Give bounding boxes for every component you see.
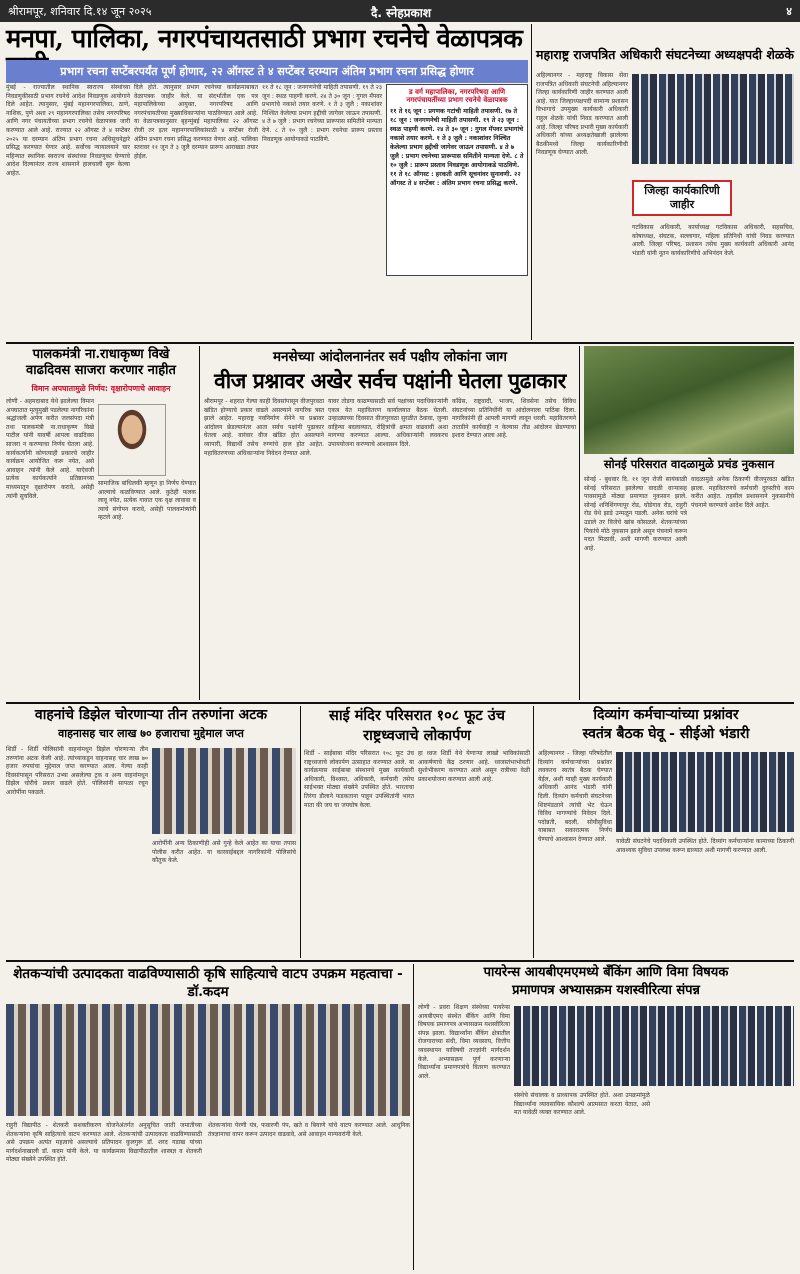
- saibaba-body-2: हा ध्वज शिर्डी येथे येणाऱ्या लाखो भाविकांसाठी आकर्षणाचे केंद्र ठरणार आहे. ध्वजस्तंभाभोवती सुशोभीकरण करण्यात आले असून रात्रीच्या वेळी प्रकाशयोजना करण्यात आली आहे.: [418, 750, 532, 783]
- sonai-body: सोनई - बुधवार दि. ११ जून रोजी सायंकाळी सोनई परिसरात झालेल्या वादळी वाऱ्यासह पावसामुळे मोठ्या प्रमाणात नुकसान झाले. सोनई शनिशिंगणापूर रोड, घोडेगाव रोड, राहुरी रोड येथे झाडे उन्मळून पडली. अनेक घरांचे पत्रे उडाले तर विजेचे खांब कोसळले. शेतकऱ्यांच्या पिकांचे मोठे नुकसान झाले असून पंचनामे करून मदत मिळावी, अशी मागणी करण्यात आली आहे.: [584, 476, 689, 552]
- schedule-box: [386, 84, 528, 276]
- lead-column-1: मुंबई - राज्यातील स्थानिक स्वराज्य संस्थांच्या निवडणुकीसाठी प्रभाग रचनेचे आदेश निवडणूक आयोगाने दिले आहेत. त्यानुसार, मुंबई महानगरपालिका, ठाणे, नाशिक, पुणे अशा २९ महानगरपालिका तसेच नगरपरिषद आणि नगर पंचायतीच्या प्रभाग रचनेचे वेळापत्रक जारी करण्यात आले आहे. राज्यात २२ ऑगस्ट ते ४ सप्टेंबर २०२५ या दरम्यान अंतिम प्रभाग रचना अधिसूचनेद्वारे प्रसिद्ध करण्यात येणार आहे. सर्वोच्च न्यायालयाने चार महिन्यात स्थानिक स्वराज्य संस्थांच्या निवडणुका घेण्याचे आदेश दिल्यानंतर राज्य शासनाने हालचाली सुरू केल्या आहेत.: [6, 84, 132, 177]
- column-divider: [533, 706, 534, 958]
- electricity-column-2: यावर तोडगा काढण्यासाठी सर्व पक्षांच्या पदाधिकाऱ्यांनी एकत्र येत महावितरण कार्यालयात बैठक घेतली. उन्हाळ्याच्या दिवसात वीजपुरवठा सुरळीत ठेवावा, जुन्या वाहिन्या बदलाव्यात, रोहित्रांची क्षमता वाढवावी अशा मागण्या करण्यात आल्या. अधिकाऱ्यांनी लवकरच उपाययोजना करण्याचे आश्वासन दिले.: [328, 398, 450, 448]
- section-rule-1: [6, 342, 794, 344]
- column-divider: [300, 706, 301, 958]
- diesel-headline: वाहनांचे डिझेल चोरणाऱ्या तीन तरुणांना अटक: [34, 707, 268, 723]
- divyang-headline-1: दिव्यांग कर्मचाऱ्यांच्या प्रश्नांवर: [593, 707, 739, 723]
- saibaba-headline-2: राष्ट्रध्वजाचे लोकार्पण: [363, 727, 471, 744]
- lead-banner: प्रभाग रचना सप्टेंबरपर्यंत पूर्ण होणार, २२ ऑगस्ट ते ४ सप्टेंबर दरम्यान अंतिम प्रभाग रचना प्रसिद्ध होणार: [6, 60, 528, 83]
- section-rule-2: [6, 702, 794, 704]
- column-divider: [531, 24, 532, 340]
- sonai-headline: सोनई परिसरात वादळामुळे प्रचंड नुकसान: [603, 457, 775, 471]
- banking-body-2: संस्थेचे संचालक व प्राध्यापक उपस्थित होते. अशा उपक्रमांमुळे विद्यार्थ्यांना व्यावसायिक कौशल्ये आत्मसात करता येतात, असे मत यावेळी व्यक्त करण्यात आले.: [514, 1092, 652, 1117]
- column-divider: [413, 964, 414, 1270]
- electricity-column-3: कॉंग्रेस, राष्ट्रवादी, भाजप, शिवसेना तसेच विविध संघटनांच्या प्रतिनिधींनी या आंदोलनाला पाठिंबा दिला. नागरिकांनी ही आपली मागणी लावून धरली. महावितरणने तातडीने कार्यवाही न केल्यास तीव्र आंदोलन छेडण्याचा इशारा देण्यात आला आहे.: [452, 398, 578, 440]
- minister-portrait: [98, 404, 166, 476]
- krushi-distribution-photo: [6, 1004, 410, 1116]
- lead-column-3: ११ ते १८ जून : जनगणनेची माहिती तपासणी. १९ ते २३ जून : स्थळ पाहणी करणे. २४ ते ३० जून : गुगल मॅपवर प्रभागांचे नकाशे तयार करणे. १ ते ३ जुलै : नकाशांवर निश्चित केलेल्या प्रभाग हद्दीची जागेवर जाऊन तपासणी. ४ ते ७ जुलै : प्रभाग रचनेच्या प्रारूपास समितीने मान्यता देणे. ८ ते १० जुलै : प्रभाग रचनेचा प्रारूप प्रस्ताव निवडणूक आयोगाकडे पाठविणे.: [262, 84, 384, 143]
- lead-column-2: दिले होते. त्यानुसार प्रभाग रचनेच्या कार्यक्रमाबाबत वेळापत्रक जाहीर केले. या संदर्भातील एक पत्र महापालिकेच्या आयुक्त, नगरपरिषद आणि नगरपंचायतीच्या मुख्याधिकाऱ्यांना पाठविण्यात आले आहे. या वेळापत्रकानुसार बृहन्मुंबई महापालिका २२ ऑगस्ट रोजी तर इतर महानगरपालिकांसाठी ४ सप्टेंबर रोजी अंतिम प्रभाग रचना प्रसिद्ध करण्यात येणार आहे. पालिका स्तरावर ११ जून ते ३ जुलै दरम्यान प्रारूप आराखडा तयार होईल.: [134, 84, 260, 160]
- edition-date: श्रीरामपूर, शनिवार दि.१४ जून २०२५: [8, 5, 152, 18]
- palakmantri-headline-2: वाढदिवस साजरा करणार नाहीत: [26, 363, 176, 378]
- page-number: ४: [786, 5, 792, 18]
- banking-headline-1: पायरेन्स आयबीएमएमध्ये बँकिंग आणि विमा विषयक: [483, 965, 729, 980]
- section-rule-3: [6, 960, 794, 962]
- masthead-bar: [0, 0, 800, 22]
- diesel-arrest-photo: [152, 748, 296, 834]
- schedule-box-body: ११ ते १६ जून : प्रगणक गटांची माहिती तपासणी. १७ ते १८ जून : जनगणनेची माहिती तपासणी. १९ ते २३ जून : स्थळ पाहणी करणे. २४ ते ३० जून : गुगल मॅपवर प्रभागांचे नकाशे तयार करणे. १ ते ३ जुलै : नकाशांवर निश्चित केलेल्या प्रभाग हद्दीची जागेवर जाऊन तपासणी. ४ ते ७ जुलै : प्रभाग रचनेच्या प्रारूपास समितीने मान्यता देणे. ८ ते १० जुलै : प्रारूप प्रस्ताव निवडणूक आयोगाकडे पाठविणे. ११ ते १८ ऑगस्ट : हरकती आणि सूचनांवर सुनावणी. २२ ऑगस्ट ते ४ सप्टेंबर : अंतिम प्रभाग रचना प्रसिद्ध करणे.: [390, 107, 524, 187]
- banking-students-photo: [514, 1006, 794, 1086]
- masthead-title: दै. स्नेहप्रकाश: [370, 6, 432, 20]
- officers-body-extra: [536, 264, 628, 334]
- officers-headline: महाराष्ट्र राजपत्रित अधिकारी संघटनेच्या अध्यक्षपदी शेळके: [536, 47, 794, 62]
- divyang-body-2: यावेळी संघटनेचे पदाधिकारी उपस्थित होते. दिव्यांग कर्मचाऱ्यांना कामाच्या ठिकाणी आवश्यक सुविधा उपलब्ध करून द्याव्यात अशी मागणी करण्यात आली.: [616, 838, 796, 854]
- column-divider: [199, 346, 200, 700]
- electricity-column-1: श्रीरामपूर - शहरात गेल्या काही दिवसांपासून वीजपुरवठा खंडित होण्याचे प्रकार वाढले असल्याने नागरिक त्रस्त झाले आहेत. महाराष्ट्र नवनिर्माण सेनेने या प्रश्नावर आंदोलन छेडल्यानंतर आता सर्वच पक्षांनी पुढाकार घेतला आहे. वारंवार वीज खंडित होत असल्याने व्यापारी, विद्यार्थी तसेच रुग्णांचे हाल होत आहेत. महावितरणच्या अधिकाऱ्यांना निवेदन देण्यात आले.: [204, 398, 326, 457]
- officers-body: अहिल्यानगर - महाराष्ट्र विकास सेवा राजपत्रित अधिकारी संघटनेची अहिल्यानगर जिल्हा कार्यकारिणी जाहीर करण्यात आली आहे. यात जिल्हाध्यक्षपदी सामान्य प्रशासन विभागाचे उपमुख्य कार्यकारी अधिकारी राहुल शेळके यांची निवड करण्यात आली आहे. जिल्हा परिषद प्रभारी मुख्य कार्यकारी अधिकारी यांच्या अध्यक्षतेखाली झालेल्या बैठकीमध्ये जिल्हा कार्यकारिणीची निवडणूक घेण्यात आली.: [536, 72, 630, 157]
- saibaba-headline-1: साई मंदिर परिसरात १०८ फूट उंच: [329, 707, 505, 724]
- banking-headline-2: प्रमाणपत्र अभ्यासक्रम यशस्वीरित्या संपन्न: [512, 983, 700, 998]
- schedule-box-title: ड वर्ग महापालिका, नगरपरिषदा आणि नगरपंचायतींच्या प्रभाग रचनेचे वेळापत्रक: [406, 88, 508, 105]
- divyang-meeting-photo: [616, 752, 794, 832]
- palakmantri-body: लोणी - अहमदाबाद येथे झालेल्या विमान अपघातात मृत्युमुखी पडलेल्या नागरिकांना श्रद्धांजली अर्पण करीत जलसंपदा मंत्री तथा पालकमंत्री ना.राधाकृष्ण विखे पाटील यांनी यावर्षी आपला वाढदिवस साजरा न करण्याचा निर्णय घेतला आहे. कार्यकर्त्यांनी कोणत्याही प्रकारचे जाहीर कार्यक्रम आयोजित करू नयेत, असे आवाहन त्यांनी केले आहे. याऐवजी प्रत्येक कार्यकर्त्याने प्रतिष्ठानच्या माध्यमातून वृक्षारोपण करावे, असेही त्यांनी सुचविले.: [6, 398, 96, 500]
- committee-label-box: जिल्हा कार्यकारिणी जाहीर: [632, 180, 732, 216]
- column-divider: [579, 346, 580, 700]
- electricity-headline-1: मनसेच्या आंदोलनानंतर सर्व पक्षीय लोकांना जाग: [272, 349, 508, 365]
- officers-group-photo: [632, 74, 794, 164]
- krushi-headline: शेतकऱ्यांची उत्पादकता वाढविण्यासाठी कृषि साहित्याचे वाटप उपक्रम महत्वाचा - डॉ.कदम: [13, 966, 403, 1000]
- divyang-body: अहिल्यानगर - जिल्हा परिषदेतील दिव्यांग कर्मचाऱ्यांच्या प्रश्नांवर लवकरच स्वतंत्र बैठक घेण्यात येईल, अशी ग्वाही मुख्य कार्यकारी अधिकारी आनंद भंडारी यांनी दिली. दिव्यांग कर्मचारी संघटनेच्या शिष्टमंडळाने त्यांची भेट घेऊन विविध मागण्यांचे निवेदन दिले. पदोन्नती, बदली, सोयीसुविधा याबाबत सकारात्मक निर्णय घेण्याचे आश्वासन देण्यात आले.: [538, 750, 614, 843]
- storm-damage-photo: [584, 346, 794, 454]
- palakmantri-headline-1: पालकमंत्री ना.राधाकृष्ण विखे: [32, 347, 170, 362]
- diesel-body-2: आरोपींनी अन्य ठिकाणीही असे गुन्हे केले आहेत का याचा तपास पोलीस करीत आहेत. या कारवाईबद्दल नागरिकांनी पोलिसांचे कौतुक केले.: [152, 840, 298, 865]
- officers-body-2: गटविकास अधिकारी, कार्याध्यक्ष गटविकास अधिकारी, सहसचिव, कोषाध्यक्ष, संघटक, सल्लागार, महिला प्रतिनिधी यांची निवड करण्यात आली. जिल्हा परिषद, प्रशासन तसेच मुख्य कार्यकारी अधिकारी आनंद भंडारी यांनी नूतन कार्यकारिणीचे अभिनंदन केले.: [632, 224, 796, 257]
- krushi-body: राहुरी विद्यापीठ - शेतकरी सशक्तीकरण योजनेअंतर्गत अनुसूचित जाती जमातीच्या शेतकऱ्यांना कृषि साहित्याचे वाटप करण्यात आले. शेतकऱ्यांची उत्पादकता वाढविण्यासाठी असे उपक्रम अत्यंत महत्वाचे असल्याचे प्रतिपादन कुलगुरू डॉ. शरद गडाख यांच्या मार्गदर्शनाखाली डॉ. कदम यांनी केले. या कार्यक्रमास विद्यापीठातील शास्त्रज्ञ व शेतकरी मोठ्या संख्येने उपस्थित होते.: [6, 1122, 204, 1164]
- krushi-body-2: शेतकऱ्यांना पेरणी यंत्र, फवारणी पंप, खते व बियाणे यांचे वाटप करण्यात आले. आधुनिक तंत्रज्ञानाचा वापर करून उत्पादन वाढवावे, असे आवाहन मान्यवरांनी केले.: [208, 1122, 412, 1138]
- banking-body-3: [654, 1092, 794, 1268]
- palakmantri-subhead: विमान अपघातामुळे निर्णय: वृक्षारोपणाचे आवाहन: [31, 384, 171, 393]
- lead-headline: मनपा, पालिका, नगरपंचायतसाठी प्रभाग रचनेचे वेळापत्रक: [6, 24, 523, 54]
- diesel-body: शिर्डी - शिर्डी पोलिसांनी वाहनांमधून डिझेल चोरणाऱ्या तीन तरुणांना अटक केली आहे. त्यांच्याकडून वाहनासह चार लाख ७० हजार रुपयांचा मुद्देमाल जप्त करण्यात आला. गेल्या काही दिवसांपासून परिसरात उभ्या असलेल्या ट्रक व अन्य वाहनांमधून डिझेल चोरीचे प्रकार वाढले होते. पोलिसांनी सापळा रचून आरोपींना पकडले.: [6, 746, 150, 796]
- saibaba-body: शिर्डी - साईबाबा मंदिर परिसरात १०८ फूट उंच राष्ट्रध्वजाचे लोकार्पण उत्साहात करण्यात आले. या कार्यक्रमास साईबाबा संस्थानचे मुख्य कार्यकारी अधिकारी, विश्वस्त, अधिकारी, कर्मचारी तसेच साईभक्त मोठ्या संख्येने उपस्थित होते. भारताचा तिरंगा डौलाने फडकताना पाहून उपस्थितांनी भारत माता की जय चा जयघोष केला.: [304, 750, 416, 809]
- sonai-body-2: वादळामुळे अनेक ठिकाणी वीजपुरवठा खंडित झाला. महावितरणचे कर्मचारी दुरुस्तीचे काम करीत आहेत. तहसील प्रशासनाने नुकसानीचे पंचनामे करण्याचे आदेश दिले आहेत.: [691, 476, 796, 509]
- electricity-headline-2: वीज प्रश्नावर अखेर सर्वच पक्षांनी घेतला पुढाकार: [214, 368, 566, 393]
- palakmantri-body-2: सामाजिक बांधिलकी म्हणून हा निर्णय घेण्यात आल्याचे कळविण्यात आले. कुठेही फलक लावू नयेत, प्रत्येक गावात एक वृक्ष लावावा व त्याचे संगोपन करावे, असेही पालकमंत्र्यांनी म्हटले आहे.: [98, 480, 198, 522]
- banking-body: लोणी - प्रवरा शिक्षण संस्थेच्या पायरेन्स आयबीएमए संस्थेत बँकिंग आणि विमा विषयक प्रमाणपत्र अभ्यासक्रम यशस्वीरित्या संपन्न झाला. विद्यार्थ्यांना बँकिंग क्षेत्रातील रोजगाराच्या संधी, विमा व्यवसाय, वित्तीय व्यवस्थापन याविषयी तज्ज्ञांनी मार्गदर्शन केले. अभ्यासक्रम पूर्ण करणाऱ्या विद्यार्थ्यांना प्रमाणपत्रांचे वितरण करण्यात आले.: [418, 1004, 512, 1080]
- divyang-headline-2: स्वतंत्र बैठक घेवू - सीईओ भंडारी: [582, 726, 750, 742]
- diesel-subhead: वाहनासह चार लाख ७० हजाराचा मुद्देमाल जप्त: [58, 727, 244, 740]
